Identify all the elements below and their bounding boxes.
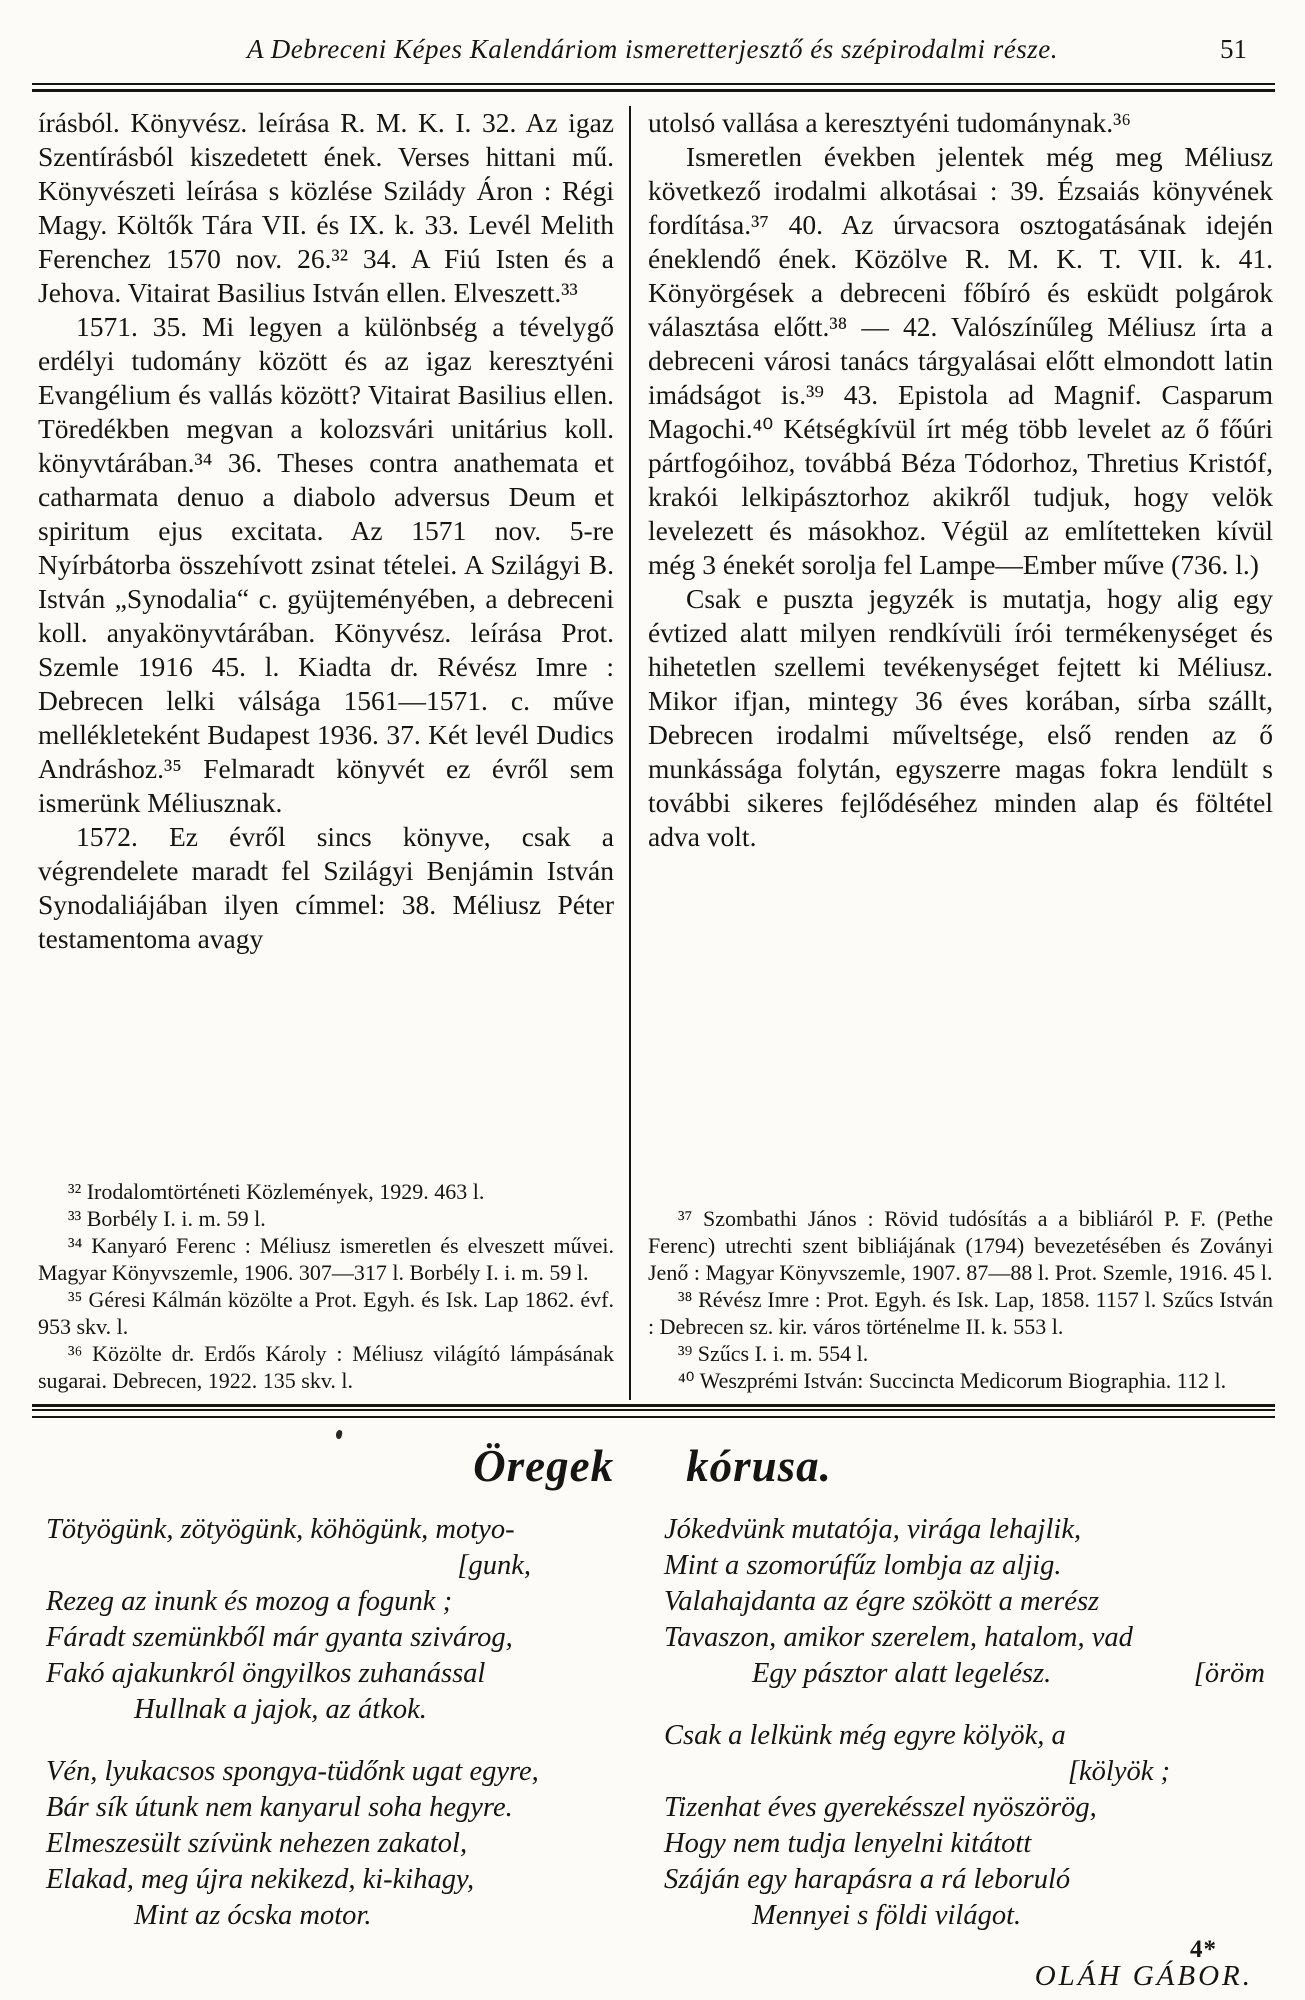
header-rule (32, 83, 1275, 92)
poem-right-column (646, 1512, 1265, 1993)
poem-line: Egy pásztor alatt legelész. (752, 1658, 1052, 1689)
footnotes-right (648, 1189, 1273, 1400)
poem-line: Tavaszon, amikor szerelem, hatalom, vad (664, 1622, 1133, 1653)
poem-stanza (664, 1512, 1265, 1692)
poem-line: Száján egy harapásra a rá leboruló (664, 1864, 1071, 1895)
footnote: ³⁹ Szűcs I. i. m. 554 l. (678, 1341, 869, 1366)
footnote: ³⁸ Révész Imre : Prot. Egyh. és Isk. Lap, 1858. 1157 l. Szűcs István : Debrecen sz. kir. város történelme II. k. 553 l. (648, 1287, 1273, 1339)
page-number: 51 (1220, 34, 1247, 64)
paragraph: Csak e puszta jegyzék is mutatja, hogy alig egy évtized alatt milyen rendkívüli írói termékenységet és hihetetlen szellemi tevékenységet fejtett ki Méliusz. Mikor ifjan, mintegy 36 éves korában, sírba szállt, Debrecen irodalmi műveltsége, első renden az ő munkássága folytán, egyszerre magas fokra lendült s további sikeres fejlődéséhez minden alap és föltétel adva volt. (648, 583, 1273, 852)
paragraph: 1572. Ez évről sincs könyve, csak a végrendelete maradt fel Szilágyi Benjámin István Synodaliájában ilyen címmel: 38. Méliusz Péter testamentoma avagy (38, 821, 614, 954)
running-head (0, 0, 1305, 74)
article-right-column (632, 106, 1273, 1400)
section-separator-rule (32, 1404, 1275, 1418)
column-divider-rule (629, 106, 631, 1400)
poem-line: Mint a szomorúfűz lombja az aljig. (664, 1550, 1062, 1581)
article-columns (0, 92, 1305, 1400)
poem-columns (0, 1492, 1305, 1993)
poem-line-runover: [gunk, (457, 1550, 531, 1581)
footnote: ³⁵ Géresi Kálmán közölte a Prot. Egyh. és Isk. Lap 1862. évf. 953 skv. l. (38, 1287, 614, 1339)
poem-line-runover: [öröm (1193, 1658, 1265, 1689)
poem-line-split (664, 1656, 1265, 1692)
poem-stanza (664, 1718, 1265, 1934)
paragraph: 1571. 35. Mi legyen a különbség a tévelygő erdélyi tudomány között és az igaz keresztyéni Evangélium és vallás között? Vitairat Basilius ellen. Töredékben megvan a kolozsvári unitárius koll. könyvtárában.³⁴ 36. Theses contra anathemata et catharmata denuo a diabolo adversus Deum et spiritum ejus excitata. Az 1571 nov. 5-re Nyírbátorba összehívott zsinat tételei. A Szilágyi B. István „Synodalia“ c. gyüjteményében, a debreceni koll. anyakönyvtárában. Könyvész. leírása Prot. Szemle 1916 45. l. Kiadta dr. Révész Imre : Debrecen lelki válsága 1561—1571. c. műve mellékleteként Budapest 1936. 37. Két levél Dudics Andráshoz.³⁵ Felmaradt könyvét ez évről sem ismerünk Méliusznak. (38, 311, 614, 818)
poem-line: Vén, lyukacsos spongya-tüdőnk ugat egyre, (46, 1756, 539, 1787)
poem-line: Mennyei s földi világot. (752, 1900, 1022, 1931)
footnote: ⁴⁰ Weszprémi István: Succincta Medicorum Biographia. 112 l. (678, 1368, 1227, 1393)
footnotes-left (38, 1162, 614, 1400)
page-title: A Debreceni Képes Kalendáriom ismeretterjesztő és szépirodalmi része. (247, 34, 1058, 64)
poem-title (0, 1440, 1305, 1492)
poem-line: Fáradt szemünkből már gyanta szivárog, (46, 1622, 513, 1653)
paragraph: utolsó vallása a keresztyéni tudománynak.³⁶ (648, 107, 1131, 138)
footnote: ³⁶ Közölte dr. Erdős Károly : Méliusz világító lámpásának sugarai. Debrecen, 1922. 135 skv. l. (38, 1341, 614, 1393)
poem-stanza (46, 1512, 626, 1728)
poem-line: Mint az ócska motor. (134, 1900, 372, 1931)
article-left-column (38, 106, 628, 1400)
poem-line: Tötyögünk, zötyögünk, köhögünk, motyo- (46, 1514, 515, 1545)
poem-left-column (46, 1512, 646, 1993)
poem-line-runover: [kölyök ; (1067, 1756, 1170, 1787)
poem-title-word: kórusa. (686, 1441, 832, 1491)
poem-line: Hogy nem tudja lenyelni kitátott (664, 1828, 1032, 1859)
poem-line: Tizenhat éves gyerekésszel nyöszörög, (664, 1792, 1097, 1823)
poem-line: Fakó ajakunkról öngyilkos zuhanással (46, 1658, 486, 1689)
poem-line: Elmeszesült szívünk nehezen zakatol, (46, 1828, 468, 1859)
poem-line: Rezeg az inunk és mozog a fogunk ; (46, 1586, 453, 1617)
footnote: ³⁷ Szombathi János : Rövid tudósítás a a bibliáról P. F. (Pethe Ferenc) utrechti szent bibliájának (1794) bevezetésében és Zoványi Jenő : Magyar Könyvszemle, 1907. 87—88 l. Prot. Szemle, 1916. 45 l. (648, 1206, 1273, 1285)
poem-line: Elakad, meg újra nekikezd, ki-kihagy, (46, 1864, 475, 1895)
poem-line: Bár sík útunk nem kanyarul soha hegyre. (46, 1792, 513, 1823)
paragraph: Ismeretlen években jelentek még meg Méliusz következő irodalmi alkotásai : 39. Ézsaiás könyvének fordítása.³⁷ 40. Az úrvacsora osztogatásának idején éneklendő ének. Közölve R. M. K. T. VII. k. 41. Könyörgések a debreceni főbíró és esküdt polgárok választása előtt.³⁸ — 42. Valószínűleg Méliusz írta a debreceni városi tanács tárgyalásai előtt elmondott latin imádságot is.³⁹ 43. Epistola ad Magnif. Casparum Magochi.⁴⁰ Kétségkívül írt még több levelet az ő főúri pártfogóihoz, továbbá Béza Tódorhoz, Thretius Kristóf, krakói lelkipásztorhoz akikről tudjuk, hogy velök levelezett és másokhoz. Végül az említetteken kívül még 3 énekét sorolja fel Lampe—Ember műve (736. l.) (648, 141, 1273, 580)
poem-title-word: Öregek (473, 1441, 615, 1491)
poem-stanza (46, 1754, 626, 1934)
poem-line: Hullnak a jajok, az átkok. (134, 1694, 427, 1725)
printers-mark: 4* (1190, 1936, 1217, 1963)
paragraph: írásból. Könyvész. leírása R. M. K. I. 32. Az igaz Szentírásból kiszedetett ének. Verses hittani mű. Könyvészeti leírása s közlése Szilády Áron : Régi Magy. Költők Tára VII. és IX. k. 33. Levél Melith Ferenchez 1570 nov. 26.³² 34. A Fiú Isten és a Jehova. Vitairat Basilius István ellen. Elveszett.³³ (38, 107, 614, 308)
poem-line: Jókedvünk mutatója, virága lehajlik, (664, 1514, 1082, 1545)
footnote: ³³ Borbély I. i. m. 59 l. (68, 1206, 266, 1231)
poem-author-signature: OLÁH GÁBOR. (1034, 1960, 1253, 1992)
ink-speck (335, 1429, 343, 1439)
footnote: ³² Irodalomtörténeti Közlemények, 1929. 463 l. (68, 1179, 485, 1204)
poem-line: Valahajdanta az égre szökött a merész (664, 1586, 1100, 1617)
footnote: ³⁴ Kanyaró Ferenc : Méliusz ismeretlen és elveszett művei. Magyar Könyvszemle, 1906. 307—317 l. Borbély I. i. m. 59 l. (38, 1233, 614, 1285)
poem-line: Csak a lelkünk még egyre kölyök, a (664, 1720, 1066, 1751)
